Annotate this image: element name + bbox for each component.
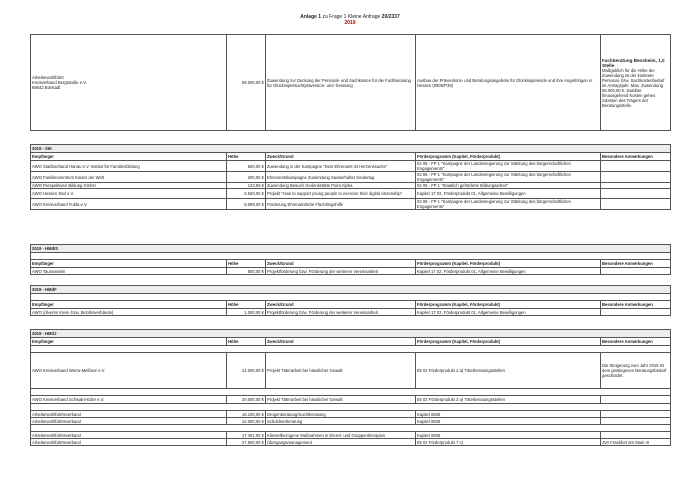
table-row: Arbeiterwohlfahrtsverband 27.500,00 € Übergangsmanagement 05 02 Förderprodukt 7 c) JVA Frankfurt am Main III — [31, 439, 671, 446]
top-note-body: Maßgeblich für die Höhe der Zuwendung ist der konkrete Personal- bzw. Sachkostenbedarf im Antragsjahr. Max. Zuwendung 56.000,00 €. Darüber hinausgehend Kosten gehen zulasten des Trägers der Beratungsstelle. — [602, 67, 665, 108]
col-recipient: Empfänger — [31, 338, 227, 346]
top-table — [30, 34, 671, 131]
top-recipient: Arbeiterwohlfahrt Kreisverband Bergstraße e.V. 68642 Bürstadt — [31, 35, 227, 131]
table-row: Arbeiterwohlfahrtsverband 17.401,00 € Klientelbezogene Maßnahmen in Einzel- und Gruppentherapien Kapitel 0505 — [31, 432, 671, 439]
col-program: Förderprogramm (Kapitel, Förderprodukt) — [416, 338, 601, 346]
table-row: AWO Stadtverband Hanau e.V. Institut für Familienbildung 500,00 € Zuwendung in der Kampagne "Dein Ehrenamt ist Herzenssache" 02 06 - FP 1 "Kampagne der Landesregierung zur Stärkung des bürgerschaftlichen Engagements" — [31, 161, 671, 172]
section-title: 2019 - SIK — [31, 145, 671, 153]
col-purpose: Zweck/Grund — [266, 301, 416, 309]
top-program: Ausbau der Präventions- und Beratungsangebote für Glücksspielende und ihre Angehörigen in Hessen (0805/P38) — [416, 35, 601, 131]
section-sik — [30, 144, 671, 210]
table-row: AWO Perspektiven Bildung GmbH 123,50 € Zuwendung Besuch Gedenkstätte Point Alpha 02 05 - FP 1 "Staatlich geförderte Bildungsarbeit" — [31, 183, 671, 189]
col-notes: Besondere Anmerkungen — [601, 301, 671, 309]
table-row: Arbeiterwohlfahrtsverband 16.100,00 € Drogenberatung/Suchtberatung Kapitel 0505 — [31, 411, 671, 418]
top-notes — [601, 35, 671, 131]
title-middle: zu Frage 1 Kleine Anfrage — [321, 14, 382, 20]
section-hmdf — [30, 285, 671, 316]
col-purpose: Zweck/Grund — [266, 153, 416, 161]
document-year: 2019 — [344, 20, 356, 26]
table-row: AWO Kreisverband Schwalm-Eder e.V. 20.000,00 € Projekt Täterarbeit bei häuslicher Gewalt 05 02 Förderprodukt 2 a) Täterberatungsstellen — [31, 396, 671, 404]
top-note-title: Fachberatung Bensheim, 1,0 Stelle — [602, 57, 665, 68]
table-row: Arbeiterwohlfahrtsverband 12.000,00 € Schuldnerberatung Kapitel 0505 — [31, 418, 671, 425]
top-purpose: Zuwendung zur Deckung der Personal- und Sachkosten für die Fachberatung für Glücksspielsuchtprävention- und -beratung — [266, 35, 416, 131]
col-notes: Besondere Anmerkungen — [601, 153, 671, 161]
col-purpose: Zweck/Grund — [266, 338, 416, 346]
col-recipient: Empfänger — [31, 260, 227, 268]
table-row: AWO Kreisverband Fulda e.V. 5.089,00 € Förderung Ehrenamtliche Flüchtlingshilfe 02 06 - FP 1 "Kampagne der Landesregierung zur Stärkung des bürgerschaftlichen Engagements" — [31, 199, 671, 210]
section-hmdj — [30, 329, 671, 446]
col-amount: Höhe — [227, 301, 266, 309]
title-number: 20/2337 — [381, 14, 400, 20]
col-notes: Besondere Anmerkungen — [601, 260, 671, 268]
col-amount: Höhe — [227, 260, 266, 268]
table-row: AWO Taunusstein 500,00 € Projektförderung bzw. Förderung der weiteren Vereinsarbeit Kapitel 17 02, Förderprodukt 01, Allgemeine Bewilligungen — [31, 268, 671, 275]
table-row: AWO (diverse Kreis- bzw. Bezirksverbände) 1.000,00 € Projektförderung bzw. Förderung der weiteren Vereinsarbeit Kapitel 17 02, Förderprodukt 01, Allgemeine Bewilligungen — [31, 309, 671, 316]
section-title: 2019 - HMdIS — [31, 245, 671, 253]
table-row: AWO Hessen Süd e.V. 5.520,00 € Projekt "How to support young people to exercise their digital citizenship" Kapitel 17 02, Förderprodukt 01, Allgemeine Bewilligungen — [31, 189, 671, 199]
top-amount: 59.000,00 € — [227, 35, 266, 131]
section-title: 2019 - HMdJ — [31, 330, 671, 338]
col-amount: Höhe — [227, 153, 266, 161]
table-row: AWO Kreisverband Werra-Meißner e.V. 14.000,00 € Projekt Täterarbeit bei häuslicher Gewalt 05 02 Förderprodukt 2 a) Täterberatungsstellen Die Steigerung zum Jahr 2018 ist dem gestiegenen Beratungsbedarf geschuldet. — [31, 353, 671, 389]
col-program: Förderprogramm (Kapitel, Förderprodukt) — [416, 153, 601, 161]
col-amount: Höhe — [227, 338, 266, 346]
col-program: Förderprogramm (Kapitel, Förderprodukt) — [416, 260, 601, 268]
col-notes: Besondere Anmerkungen — [601, 338, 671, 346]
col-recipient: Empfänger — [31, 301, 227, 309]
table-row: AWO Familienzentrum Kinder der Welt 200,00 € Ehrenamtskampagne Zuwendung Sauberhafter Kindertag 02 06 - FP 1 "Kampagne der Landesregierung zur Stärkung des bürgerschaftlichen Engagements" — [31, 172, 671, 183]
section-title: 2019 - HMdF — [31, 286, 671, 294]
title-prefix: Anlage 1 — [300, 14, 322, 20]
section-hmdis — [30, 244, 671, 275]
col-purpose: Zweck/Grund — [266, 260, 416, 268]
col-recipient: Empfänger — [31, 153, 227, 161]
col-program: Förderprogramm (Kapitel, Förderprodukt) — [416, 301, 601, 309]
